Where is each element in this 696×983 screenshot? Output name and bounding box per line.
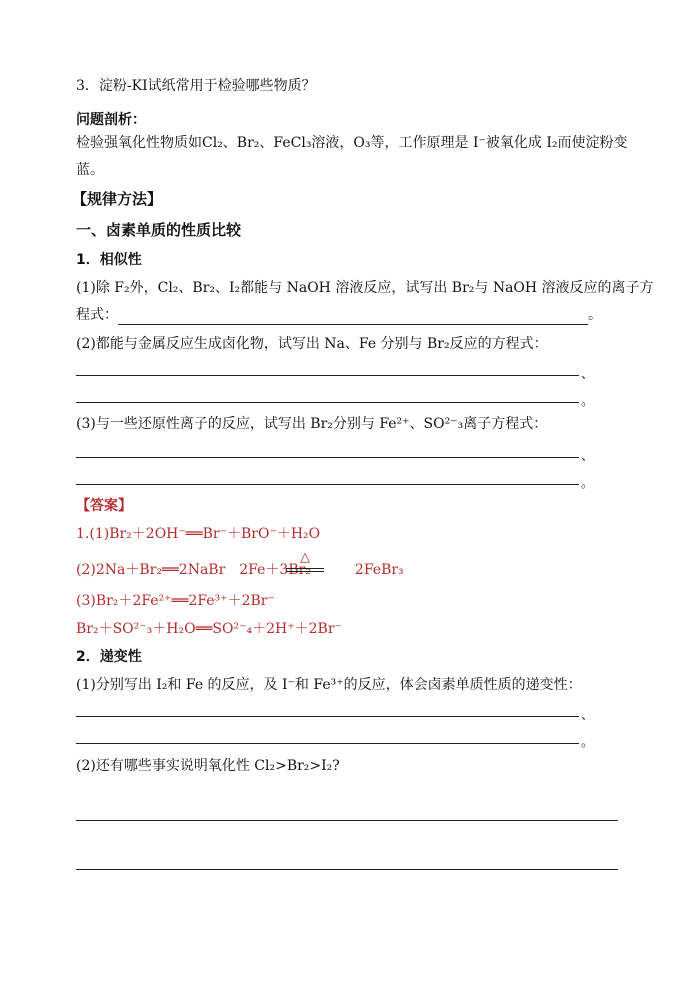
subsection-similarity: 1．相似性 [76,252,142,268]
answer-line-g1b[interactable] [76,743,579,744]
q3-question: 3．淀粉-KI试纸常用于检验哪些物质？ [76,78,316,94]
answer-blank-1[interactable] [118,310,588,325]
section-1-title: 一、卤素单质的性质比较 [76,221,242,239]
answer-line-2a[interactable] [76,375,579,376]
answer-line-g1a[interactable] [76,716,579,717]
analysis-line-1: 检验强氧化性物质如Cl₂、Br₂、FeCl₃溶液，O₃等，工作原理是 I⁻被氧化成 I₂而使淀粉变 [76,135,628,151]
prompt-1-lead: 程式： [76,307,118,323]
answer-line-2b[interactable] [76,402,579,403]
answer-line-3a[interactable] [76,457,579,458]
comma-mark: 、 [581,449,595,464]
method-heading: 【规律方法】 [72,190,163,208]
period-mark: 。 [581,735,595,750]
answer-line-3b[interactable] [76,484,579,485]
prompt-1-line-1: (1)除 F₂外，Cl₂、Br₂、I₂都能与 NaOH 溶液反应，试写出 Br₂与 NaOH 溶液反应的离子方 [76,280,654,296]
gradient-prompt-2: (2)还有哪些事实说明氧化性 Cl₂>Br₂>I₂? [76,758,340,774]
prompt-1-line-2 [76,305,602,325]
subsection-gradient: 2．递变性 [76,649,142,665]
heat-condition-arrow [286,552,324,572]
analysis-label: 问题剖析： [76,112,146,128]
answer-4: Br₂＋SO²⁻₃＋H₂O══SO²⁻₄＋2H⁺＋2Br⁻ [76,621,342,637]
analysis-line-2: 蓝。 [76,162,104,178]
comma-mark: 、 [581,367,595,382]
answer-line-g2a[interactable] [76,820,618,821]
answer-2-right: 2FeBr₃ [354,562,404,578]
answer-1: 1.(1)Br₂＋2OH⁻══Br⁻＋BrO⁻＋H₂O [76,526,321,542]
answer-label: 【答案】 [76,498,132,514]
period-mark: 。 [581,394,595,409]
answer-3: (3)Br₂＋2Fe²⁺══2Fe³⁺＋2Br⁻ [76,593,275,609]
comma-mark: 、 [581,708,595,723]
heat-triangle-icon: △ [300,550,310,565]
answer-2 [76,560,404,580]
prompt-3: (3)与一些还原性离子的反应，试写出 Br₂分别与 Fe²⁺、SO²⁻₃离子方程式： [76,416,548,432]
gradient-prompt-1: (1)分别写出 I₂和 Fe 的反应，及 I⁻和 Fe³⁺的反应，体会卤素单质性质的递变性： [76,677,582,693]
period-mark: 。 [581,476,595,491]
period-mark: 。 [588,307,602,323]
answer-line-g2b[interactable] [76,869,618,870]
prompt-2: (2)都能与金属反应生成卤化物，试写出 Na、Fe 分别与 Br₂反应的方程式： [76,336,548,352]
answer-2-left: (2)2Na＋Br₂══2NaBr 2Fe＋3Br₂ [76,562,311,578]
